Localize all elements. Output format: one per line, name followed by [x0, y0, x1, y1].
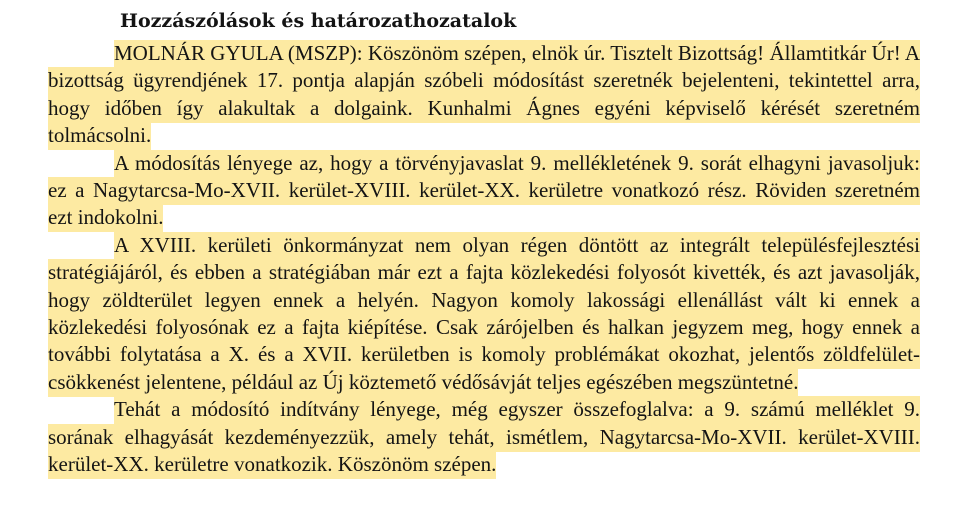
section-title: Hozzászólások és határozathozatalok	[120, 10, 517, 32]
highlighted-text: A XVIII. kerületi önkormányzat nem olyan régen döntött az integrált településfejlesztési stratégiájáról, és ebben a stratégiában már ezt a fajta közlekedési folyosót kivették, és azt javasolják, hogy zöldterület legyen ennek a helyén. Nagyon komoly lakossági ellenállást vált ki ennek a közlekedési folyosónak ez a fajta kiépítése. Csak zárójelben és halkan jegyzem meg, hogy ennek a további folytatása a X. és a XVII. kerületben is komoly problémákat okozhat, jelentős zöldfelület-csökkenést jelentene, például az Új köztemető védősávját teljes egészében megszüntetné.	[48, 232, 920, 397]
paragraph-1	[48, 40, 920, 150]
paragraph-2	[48, 150, 920, 232]
highlighted-text: MOLNÁR GYULA (MSZP): Köszönöm szépen, elnök úr. Tisztelt Bizottság! Államtitkár Úr! A bizottság ügyrendjének 17. pontja alapján szóbeli módosítást szeretnék bejelenteni, tekintettel arra, hogy időben így alakultak a dolgaink. Kunhalmi Ágnes egyéni képviselő kérését szeretném tolmácsolni.	[48, 40, 920, 150]
paragraph-3	[48, 232, 920, 396]
document-page	[48, 8, 920, 479]
highlighted-text: A módosítás lényege az, hogy a törvényjavaslat 9. mellékletének 9. sorát elhagyni javasoljuk: ez a Nagytarcsa-Mo-XVII. kerület-XVIII. kerület-XX. kerületre vonatkozó rész. Röviden szeretném ezt indokolni.	[48, 150, 920, 233]
paragraph-4	[48, 396, 920, 478]
highlighted-text: Tehát a módosító indítvány lényege, még egyszer összefoglalva: a 9. számú melléklet 9. sorának elhagyását kezdeményezzük, amely tehát, ismétlem, Nagytarcsa-Mo-XVII. kerület-XVIII. kerület-XX. kerületre vonatkozik. Köszönöm szépen.	[48, 396, 920, 479]
transcript-body	[48, 40, 920, 479]
